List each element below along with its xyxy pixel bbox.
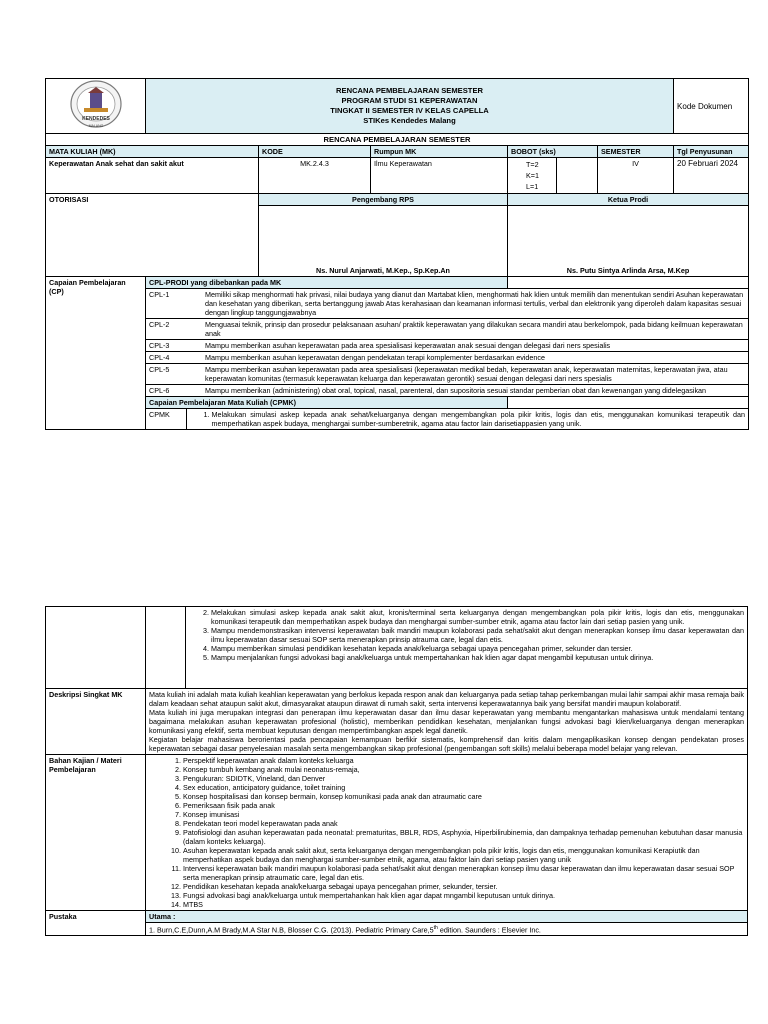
cpmk-continued-code — [146, 607, 186, 689]
cpmk-item-text: 2. Melakukan simulasi askep kepada anak sakit akut, kronis/terminal serta keluarganya dengan mengembangkan pola pikir kritis, logis dan etis, menggunakan komunikasi terapeutik dan memperhatikan aspek budaya dan menghargai sumber-sumber etnik, agama atau factor lain dari setiap pasien yang unik. — [211, 608, 744, 626]
pustaka-item-1-sup: th — [433, 925, 438, 931]
pustaka-item-1 — [146, 923, 748, 936]
cpl-code: CPL-3 — [146, 340, 202, 352]
pustaka-utama-label: Utama : — [146, 911, 748, 923]
rps-section-title: RENCANA PEMBELAJARAN SEMESTER — [46, 134, 749, 146]
title-line-4: STIKes Kendedes Malang — [363, 116, 456, 125]
rps-page1 — [45, 78, 748, 430]
logo-cell — [46, 79, 146, 134]
document-title-block — [146, 79, 674, 134]
cpl-text: Memiliki sikap menghormati hak privasi, nilai budaya yang dianut dan Martabat klien, menghormati hak klien untuk memilih dan menentukan sendiri Asuhan keperawatan dan kesehatan yang diberikan, serta bertanggung jawab Atas kerahasiaan dan keamanan informasi tertulis, verbal dan elektronik yang diperoleh dalam kapasitas sesuai dengan lingkup tanggungjawabnya — [202, 289, 748, 319]
cpl-text: Menguasai teknik, prinsip dan prosedur pelaksanaan asuhan/ praktik keperawatan yang dilakukan secara mandiri atau berkelompok, pada bidang keilmuan keperawatan anak — [202, 319, 748, 340]
course-code: MK.2.4.3 — [259, 158, 371, 194]
bahan-item: 3. Pengukuran: SDIDTK, Vineland, dan Denver — [183, 774, 744, 783]
cpl-row — [146, 340, 748, 352]
cpmk-header: Capaian Pembelajaran Mata Kuliah (CPMK) — [146, 397, 508, 409]
cpmk-code: CPMK — [146, 409, 186, 429]
otorisasi-label: OTORISASI — [46, 194, 259, 277]
cpl-row — [146, 364, 748, 385]
bahan-item: 12. Pendidikan kesehatan kepada anak/keluarga sebagai upaya pencegahan primer, sekunder, tersier. — [183, 882, 744, 891]
cpmk-item-1 — [186, 409, 748, 429]
logo-city-text: MALANG — [88, 124, 103, 128]
cpmk-cell — [146, 409, 749, 430]
cpl-list-cell — [146, 289, 749, 397]
bahan-item: 5. Konsep hospitalisasi dan konsep bermain, konsep komunikasi pada anak dan atraumatic care — [183, 792, 744, 801]
deskripsi-paragraph-3: Kegiatan belajar mahasiswa berorientasi pada pencapaian kemampuan berfikir sistematis, komprehensif dan kritis dalam mengaplikasikan konsep dengan pendekatan proses keperawatan sebagai dasar penyelesaian masalah serta mengembangkan sikap profesional (pengembangan soft skills) melalui beberapa model belajar yang relevan. — [149, 735, 744, 753]
ketua-prodi-signature: Ns. Putu Sintya Arlinda Arsa, M.Kep — [508, 206, 749, 277]
bahan-kajian-list-cell — [146, 755, 748, 911]
bahan-item: 11. Intervensi keperawatan baik mandiri maupun kolaborasi pada sehat/sakit akut dengan menerapkan konsep ilmu dasar keperawatan dan ilmu keperawatan dasar sesuai SOP serta menerapkan prinsip atraumatic care, legal dan etis. — [183, 864, 744, 882]
bobot-teori: T=2 — [526, 160, 539, 169]
bahan-item: 2. Konsep tumbuh kembang anak mulai neonatus-remaja, — [183, 765, 744, 774]
cpl-code: CPL-6 — [149, 386, 170, 395]
cpl-prodi-header: CPL-PRODI yang dibebankan pada MK — [146, 277, 508, 289]
rps-table-page2 — [45, 606, 748, 936]
bahan-item: 13. Fungsi advokasi bagi anak/keluarga untuk mempertahankan hak klien agar dapat mngambil keputusan untuk dirinya. — [183, 891, 744, 900]
pustaka-label: Pustaka — [46, 911, 146, 936]
cpl-header-empty — [508, 277, 749, 289]
cpl-code: CPL-1 — [146, 289, 202, 319]
bahan-item: 6. Pemeriksaan fisik pada anak — [183, 801, 744, 810]
stikes-logo-icon — [68, 80, 124, 130]
cpmk-item-text: 4. Mampu memberikan simulasi pendidikan kesehatan kepada anak/keluarga sebagai upaya pencegahan primer, sekunder dan tersier. — [211, 644, 744, 653]
course-semester: IV — [598, 158, 674, 194]
col-mata-kuliah: MATA KULIAH (MK) — [46, 146, 259, 158]
rps-page2 — [45, 606, 748, 936]
rps-table-page1 — [45, 78, 749, 430]
bahan-item: 4. Sex education, anticipatory guidance, toilet training — [183, 783, 744, 792]
logo-name-text: KENDEDES — [81, 116, 110, 122]
cpmk-item-text: 5. Mampu menjalankan fungsi advokasi bagi anak/keluarga untuk mempertahankan hak klien agar dapat mengambil keputusan untuk dirinya. — [211, 653, 744, 662]
cpl-code: CPL-2 — [146, 319, 202, 340]
ketua-prodi-label: Ketua Prodi — [508, 194, 749, 206]
col-rumpun: Rumpun MK — [371, 146, 508, 158]
cpl-code: CPL-5 — [146, 364, 202, 385]
cpmk-item-text: 1. Melakukan simulasi askep kepada anak sehat/keluarganya dengan mengembangkan pola pikir kritis, logis dan etis, menggunakan komunikasi terapeutik dan memperhatikan aspek budaya, menghargai sumber-sumberetnik, agama atau factor lain darisetiappasien yang unik. — [212, 410, 746, 428]
title-line-1: RENCANA PEMBELAJARAN SEMESTER — [336, 86, 483, 95]
bobot-empty-cell — [557, 158, 598, 194]
title-line-2: PROGRAM STUDI S1 KEPERAWATAN — [341, 96, 478, 105]
bahan-item: 10. Asuhan keperawatan kepada anak sakit akut, serta keluarganya dengan mengembangkan pola pikir kritis, logis dan etis, menggunakan komunikasi Kerapiutik dan memperhatikan aspek budaya dan menghargai sumber-sumber etnik, agama, atau faktor lain dari setiap pasien yang unik — [183, 846, 744, 864]
cp-label: Capaian Pembelajaran (CP) — [46, 277, 146, 430]
cpl-text: Mampu memberikan asuhan keperawatan pada area spesialisasi (keperawatan medikal bedah, keperawatan anak, keperawatan maternitas, keperawatan jiwa, atau keperawatan komunitas (termasuk keperawatan keluarga dan keperawatan gerontik) sesuai dengan delegasi dari ners spesialis — [202, 364, 748, 385]
col-bobot: BOBOT (sks) — [508, 146, 598, 158]
kode-dokumen-label: Kode Dokumen — [674, 79, 749, 134]
deskripsi-paragraph-1: Mata kuliah ini adalah mata kuliah keahlian keperawatan yang berfokus kepada respon anak dan keluarganya pada setiap tahap perkembangan mulai lahir sampai akhir masa remaja baik dalam keadaan sehat ataupun sakit akut, dimasyarakat ataupun dirawat di rumah sakit, serta intervensi keperawatannya baik yang bersifat mandiri maupun kolaboratif. — [149, 690, 744, 708]
cpl-row — [146, 289, 748, 319]
bahan-item: 9. Patofisiologi dan asuhan keperawatan pada neonatal: prematuritas, BBLR, RDS, Asphyxia, Hiperbilirubinemia, dan dampaknya terhadap pemenuhan kebutuhan dasar manusia (dalam konteks keluarga). — [183, 828, 744, 846]
cpmk-list — [146, 409, 748, 429]
col-semester: SEMESTER — [598, 146, 674, 158]
bahan-item: 14. MTBS — [183, 900, 744, 909]
cpl-text: Mampu memberikan (administering) obat oral, topical, nasal, parenteral, dan supositoria sesuai standar pemberian obat dan kewenangan yang didelegasikan — [205, 386, 707, 395]
bobot-klinik: K=1 — [526, 171, 539, 180]
cp-continued-label — [46, 607, 146, 689]
pustaka-item-1-tail: edition. Saunders : Elsevier Inc. — [437, 925, 541, 935]
pustaka-item-1-main: 1. Burn,C.E,Dunn,A.M Brady,M.A Star N.B, Blosser C.G. (2013). Pediatric Primary Care,5 — [149, 925, 434, 935]
course-tgl: 20 Februari 2024 — [674, 158, 749, 194]
bahan-kajian-label: Bahan Kajian / Materi Pembelajaran — [46, 755, 146, 911]
cpl-row — [146, 385, 748, 397]
cpl-row — [146, 319, 748, 340]
bahan-item: 7. Konsep imunisasi — [183, 810, 744, 819]
course-name: Keperawatan Anak sehat dan sakit akut — [46, 158, 259, 194]
bahan-kajian-list — [149, 756, 744, 909]
deskripsi-paragraph-2: Mata kuliah ini juga merupakan integrasi dan penerapan ilmu keperawatan dasar dan ilmu dasar keperawatan yang membantu mengantarkan mahasiswa untuk mendalami tentang bagaimana melakukan asuhan keperawatan profesional (holistic), memberikan pendidikan kesehatan, menjalankan fungsi advokasi bagi klien/keluarganya dengan menerapkan komunikasi yang efektif, serta membuat keputusan dengan mempertimbangkan aspek legal danetik. — [149, 708, 744, 735]
cpmk-header-empty — [508, 397, 749, 409]
cpmk-continued-list — [186, 607, 748, 689]
pengembang-rps-label: Pengembang RPS — [259, 194, 508, 206]
bahan-item: 1. Perspektif keperawatan anak dalam konteks keluarga — [183, 756, 744, 765]
deskripsi-text — [146, 689, 748, 755]
deskripsi-label: Deskripsi Singkat MK — [46, 689, 146, 755]
cpl-code: CPL-4 — [146, 352, 202, 364]
bahan-item: 8. Pendekatan teori model keperawatan pada anak — [183, 819, 744, 828]
cpl-list — [146, 289, 748, 396]
col-kode: KODE — [259, 146, 371, 158]
course-bobot — [508, 158, 557, 194]
cpl-text: Mampu memberikan asuhan keperawatan dengan pendekatan terapi komplementer berdasarkan evidence — [202, 352, 748, 364]
cpmk-item-text: 3. Mampu mendemonstrasikan intervensi keperawatan baik mandiri maupun kolaborasi pada sehat/sakit akut dengan menerapkan konsep ilmu dasar keperawatan dan ilmu keperawatan dasar sesuai SOP serta menerapkan prinsip atrauma care, legal dan etis. — [211, 626, 744, 644]
bobot-lab: L=1 — [526, 182, 539, 191]
pengembang-rps-signature: Ns. Nurul Anjarwati, M.Kep., Sp.Kep.An — [259, 206, 508, 277]
course-rumpun: Ilmu Keperawatan — [371, 158, 508, 194]
col-tgl-penyusunan: Tgl Penyusunan — [674, 146, 749, 158]
cpl-row — [146, 352, 748, 364]
title-line-3: TINGKAT II SEMESTER IV KELAS CAPELLA — [330, 106, 489, 115]
cpl-text: Mampu memberikan asuhan keperawatan pada area spesialisasi keperawatan anak sesuai dengan delegasi dari ners spesialis — [202, 340, 748, 352]
